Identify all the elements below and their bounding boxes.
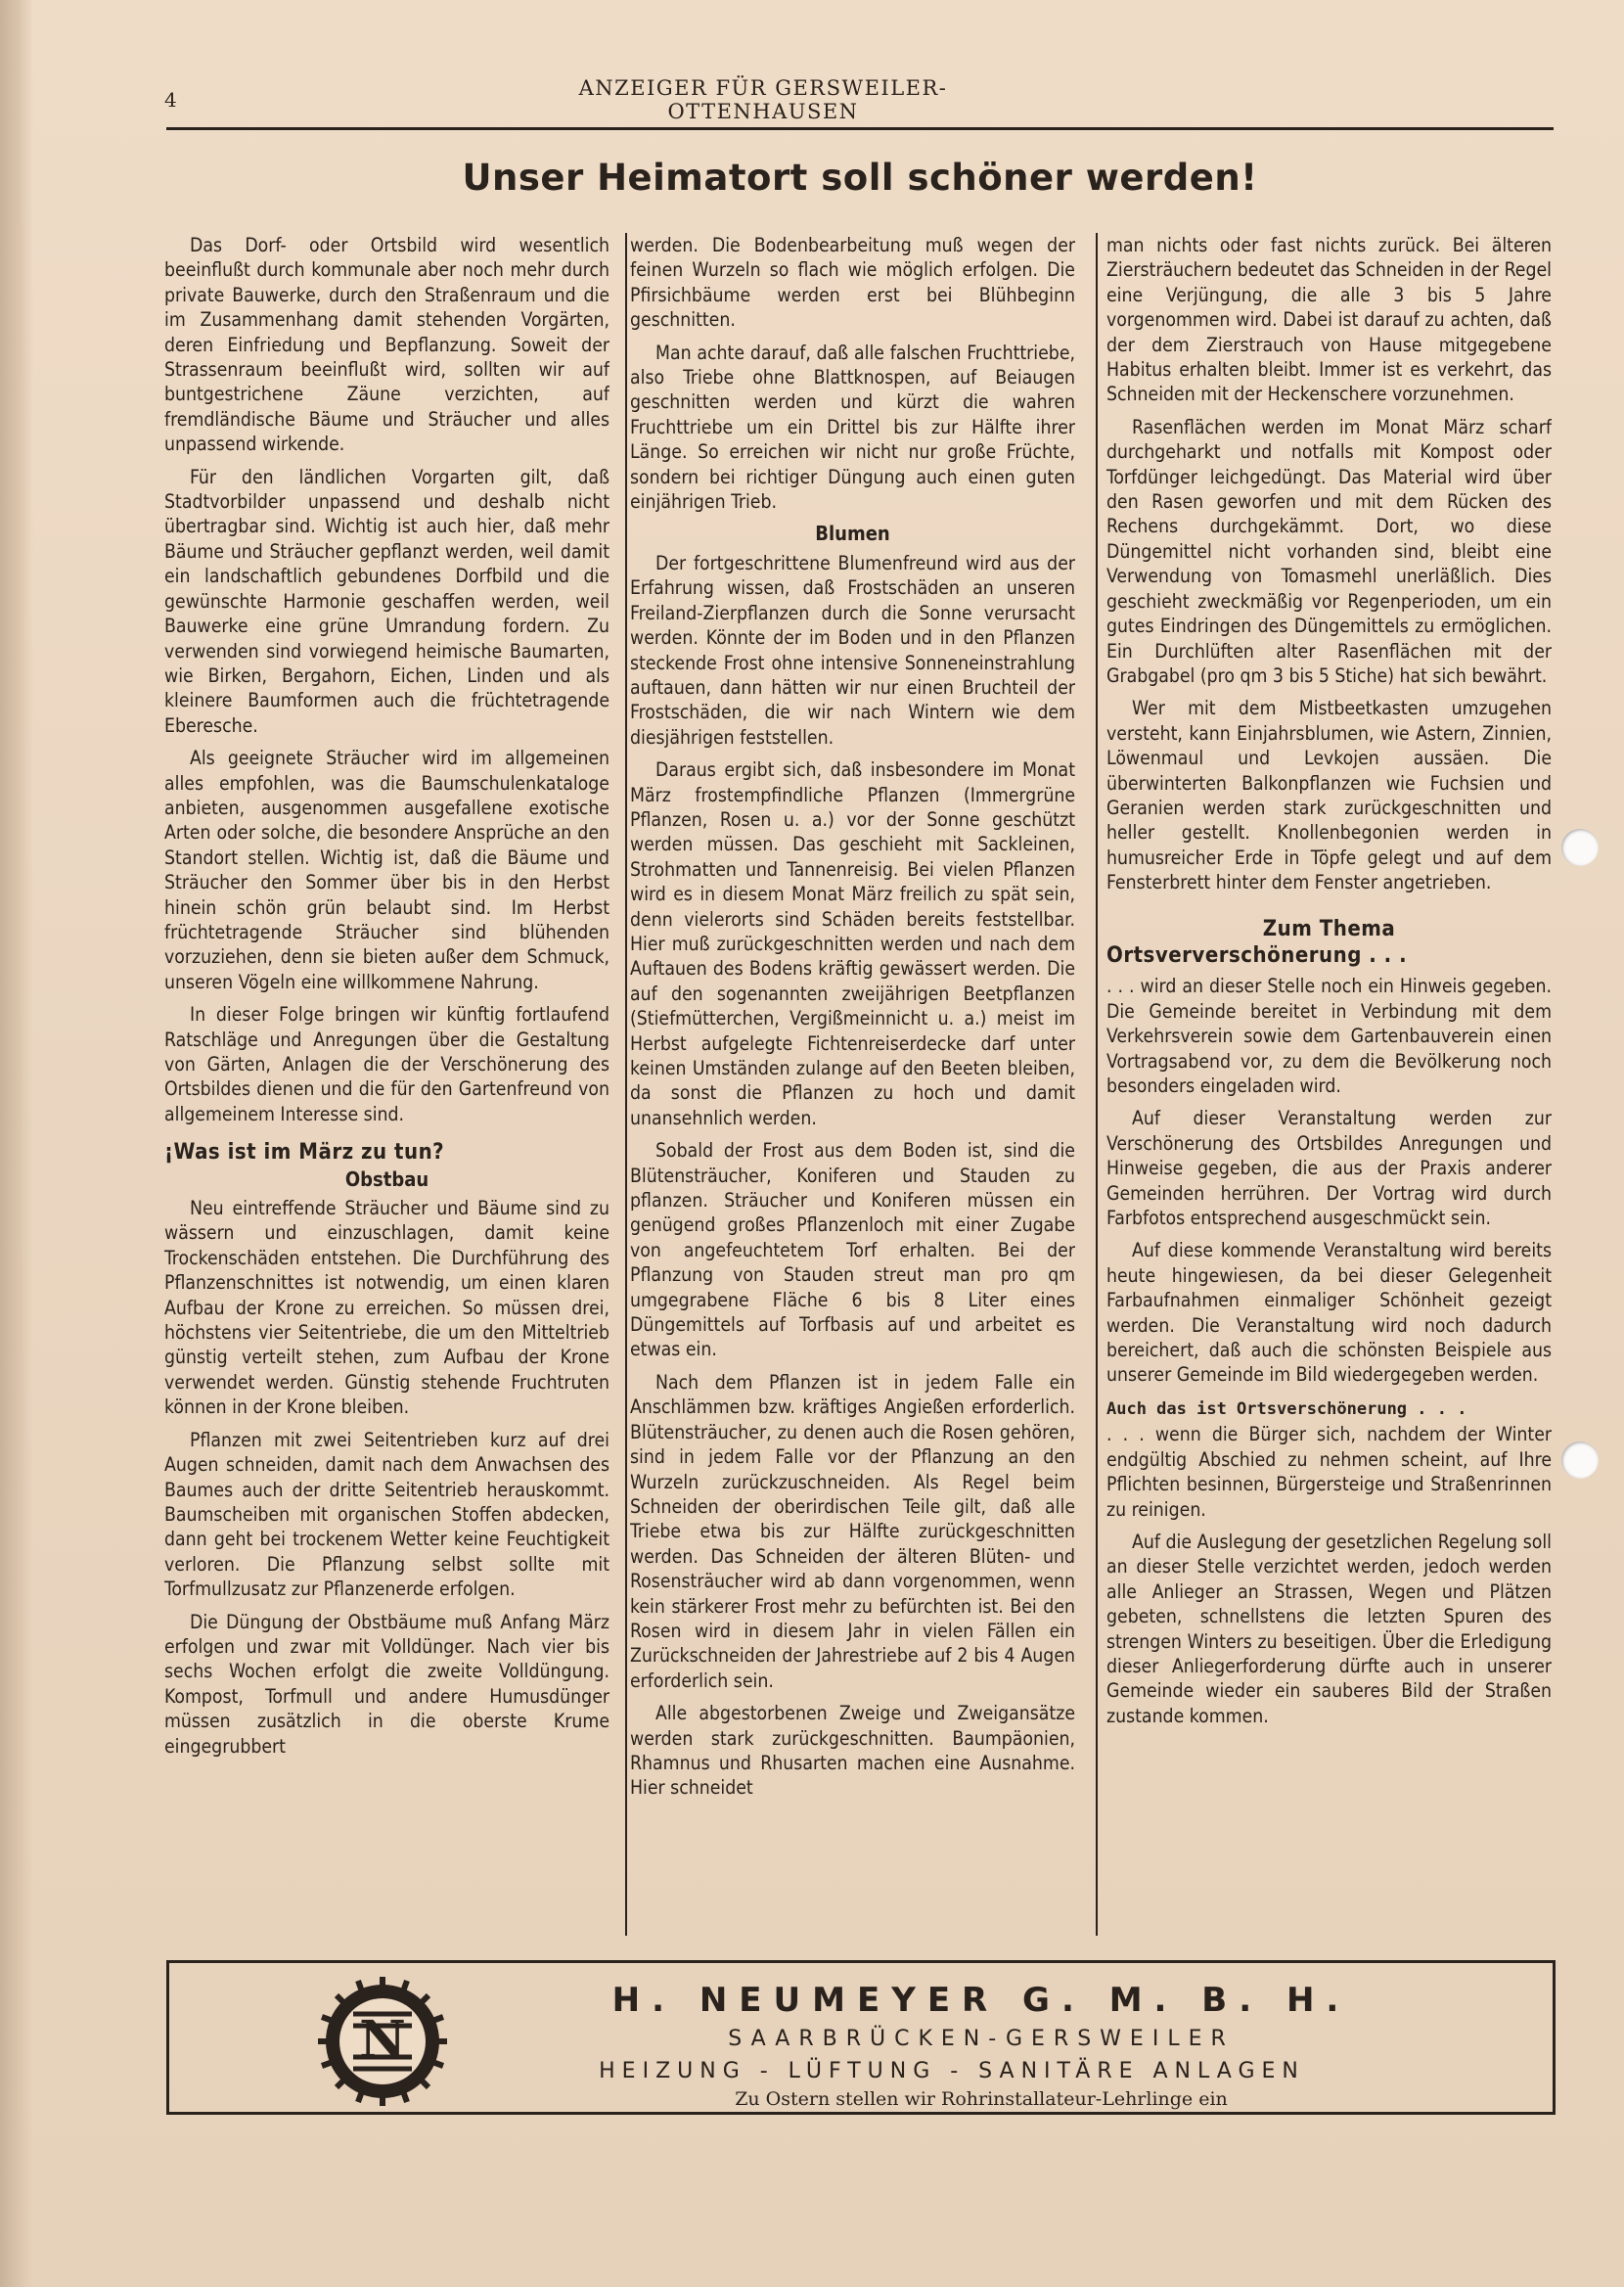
logo-letter: N: [359, 2010, 406, 2070]
paragraph: . . . wenn die Bürger sich, nachdem der Winter endgültig Abschied zu nehmen scheint, auf Ihre Pflichten besinnen, Bürgersteige und Straßenrinnen zu reinigen.: [1106, 1423, 1552, 1521]
box-heading-line-1: Zum Thema: [1262, 916, 1396, 941]
text-column-3: [1106, 233, 1552, 1936]
paragraph: Auf diese kommende Veranstaltung wird bereits heute hingewiesen, da bei dieser Gelegenheit Farbaufnahmen einmaliger Schönheit gezeigt werden. Die Veranstaltung wird noch dadurch bereichert, daß auch die schönsten Beispiele aus unserer Gemeinde im Bild wiedergegeben werden.: [1106, 1239, 1552, 1387]
section-subheading: ¡Was ist im März zu tun?: [164, 1140, 445, 1166]
text-column-2: [630, 233, 1075, 1936]
header-rule: [166, 127, 1554, 130]
lead-in-heading: Auch das ist Ortsverschönerung . . .: [1106, 1398, 1467, 1419]
paragraph: Für den ländlichen Vorgarten gilt, daß Stadtvorbilder unpassend und deshalb nicht übertragbar sind. Wichtig ist auch hier, daß mehr Bäume und Sträucher gepflanzt werden, weil damit ein landschaftlich gebundenes Dorfbild und die gewünschte Harmonie geschaffen werden, weil Bauwerke eine grüne Umrandung fordern. Zu verwenden sind vorwiegend heimische Baumarten, wie Birken, Bergahorn, Eichen, Linden und als kleinere Baumformen auch die früchtetragende Eberesche.: [164, 465, 609, 737]
column-divider: [625, 233, 627, 1936]
paragraph: Wer mit dem Mistbeetkasten umzugehen versteht, kann Einjahrsblumen, wie Astern, Zinnien, Löwenmaul und Levkojen aussäen. Die überwinterten Balkonpflanzen wie Fuchsien und Geranien werden stark zurückgeschnitten und heller gestellt. Knollenbegonien werden in humusreicher Erde in Töpfe gelegt und auf dem Fensterbrett hinter dem Fenster angetrieben.: [1106, 697, 1552, 894]
company-logo-icon: [316, 1975, 449, 2108]
section-heading-blumen: Blumen: [815, 522, 890, 546]
paragraph: Pflanzen mit zwei Seitentrieben kurz auf drei Augen schneiden, damit nach dem Anwachsen des Baumes auch der dritte Seitentrieb herauskommt. Baumscheiben mit organischen Stoffen abdecken, dann geht bei trockenem Wetter keine Feuchtigkeit verloren. Die Pflanzung selbst sollte mit Torfmullzusatz zur Pflanzenerde erfolgen.: [164, 1428, 609, 1601]
paragraph: Auf dieser Veranstaltung werden zur Verschönerung des Ortsbildes Anregungen und Hinweise gegeben, die aus der Praxis anderer Gemeinden herrühren. Der Vortrag wird durch Farbfotos entsprechend ausgeschmückt sein.: [1106, 1107, 1552, 1230]
advertiser-name: H. NEUMEYER G. M. B. H.: [611, 1981, 1351, 2020]
section-heading-obstbau: Obstbau: [344, 1166, 429, 1191]
paragraph: Alle abgestorbenen Zweige und Zweigansätze werden stark zurückgeschnitten. Baumpäonien, Rhamnus und Rhusarten machen eine Ausnahme. Hier schneidet: [630, 1702, 1075, 1800]
paragraph: werden. Die Bodenbearbeitung muß wegen der feinen Wurzeln so flach wie möglich erfolgen. Die Pfirsichbäume werden erst bei Blühbeginn geschnitten.: [630, 234, 1075, 332]
paragraph: . . . wird an dieser Stelle noch ein Hinweis gegeben. Die Gemeinde bereitet in Verbindung mit dem Verkehrsverein sowie dem Gartenbauverein einen Vortragsabend vor, zu dem die Bevölkerung noch besonders eingeladen wird.: [1106, 975, 1552, 1097]
paragraph: Nach dem Pflanzen ist in jedem Falle ein Anschlämmen bzw. kräftiges Angießen erforderlich. Blütensträucher, zu denen auch die Rosen gehören, sind in jedem Falle vor der Pflanzung an den Wurzeln zurückzuschneiden. Als Regel beim Schneiden der oberirdischen Teile gilt, daß alle Triebe etwa bis zur Hälfte zurückgeschnitten werden. Das Schneiden der älteren Blüten- und Rosensträucher wird ab dann vorgenommen, wenn kein stärkerer Frost mehr zu befürchten ist. Bei den Rosen wird in diesem Jahr in vielen Fällen ein Zurückschneiden der Jahrestriebe auf 2 bis 4 Augen erforderlich sein.: [630, 1370, 1075, 1692]
paragraph: Man achte darauf, daß alle falschen Fruchttriebe, also Triebe ohne Blattknospen, auf Beiaugen geschnitten werden und kürzt die wahren Fruchttriebe um ein Drittel bis zur Hälfte ihrer Länge. So erreichen wir nicht nur große Früchte, sondern bei richtiger Düngung auch einen guten einjährigen Trieb.: [630, 341, 1075, 514]
article-headline: Unser Heimatort soll schöner werden!: [462, 157, 1258, 199]
paragraph: Daraus ergibt sich, daß insbesondere im Monat März frostempfindliche Pflanzen (Immergrüne Pflanzen, Rosen u. a.) vor der Sonne geschützt werden müssen. Das geschieht mit Sackleinen, Strohmatten und Tannenreisig. Bei vielen Pflanzen wird es in diesem Monat März freilich zu spät sein, denn vielerorts sind Schäden bereits feststellbar. Hier muß zurückgeschnitten werden und nach dem Auftauen des Bodens kräftig gewässert werden. Die auf den sogenannten zweijährigen Beetpflanzen (Stiefmütterchen, Vergißmeinnicht u. a.) meist im Herbst aufgelegte Fichtenreiserdecke darf unter keinen Umständen zulange auf den Beeten bleiben, da sonst die Pflanzen zu hoch und damit unansehnlich werden.: [630, 758, 1075, 1129]
paragraph: Sobald der Frost aus dem Boden ist, sind die Blütensträucher, Koniferen und Stauden zu pflanzen. Sträucher und Koniferen müssen ein genügend großes Pflanzenloch mit einer Zugabe von angefeuchtetem Torf erhalten. Bei der Pflanzung von Stauden streut man pro qm umgegrabene Fläche 6 bis 8 Liter eines Düngemittels auf Torfbasis auf und arbeitet es etwas ein.: [630, 1139, 1075, 1361]
advertisement-box: [166, 1960, 1556, 2115]
running-title: ANZEIGER FÜR GERSWEILER-OTTENHAUSEN: [578, 76, 948, 123]
paragraph: Das Dorf- oder Ortsbild wird wesentlich beeinflußt durch kommunale aber noch mehr durch private Bauwerke, durch den Straßenraum und die im Zusammenhang damit stehenden Vorgärten, deren Einfriedung und Bepflanzung. Soweit der Strassenraum beeinflußt wird, sollten wir auf buntgestrichene Zäune verzichten, auf fremdländische Bäume und Sträucher und alles unpassend wirkende.: [164, 234, 609, 456]
paragraph: Als geeignete Sträucher wird im allgemeinen alles empfohlen, was die Baumschulenkataloge anbieten, ausgenommen ausgefallene exotische Arten oder solche, die besondere Ansprüche an den Standort stellen. Wichtig ist, daß die Bäume und Sträucher den Sommer über bis in den Herbst hinein schön grün belaubt sind. Im Herbst früchtetragende Sträucher sind blühenden vorzuziehen, denn sie bieten außer dem Schmuck, unseren Vögeln eine willkommene Nahrung.: [164, 747, 609, 993]
advertiser-services: HEIZUNG - LÜFTUNG - SANITÄRE ANLAGEN: [599, 2059, 1305, 2083]
text-column-1: [164, 233, 609, 1936]
paragraph: Rasenflächen werden im Monat März scharf durchgeharkt und notfalls mit Kompost oder Torfdünger leichgedüngt. Das Material wird über den Rasen geworfen und mit dem Rücken des Rechens durchgekämmt. Dort, wo diese Düngemittel nicht vorhanden sind, bleibt eine Verwendung von Tomasmehl unerläßlich. Dies geschieht zweckmäßig vor Regenperioden, um ein gutes Eindringen des Düngemittels zu ermöglichen. Ein Durchlüften alter Rasenflächen mit der Grabgabel (pro qm 3 bis 5 Stiche) hat sich bewährt.: [1106, 415, 1552, 687]
paragraph: Die Düngung der Obstbäume muß Anfang März erfolgen und zwar mit Volldünger. Nach vier bis sechs Wochen erfolgt die zweite Volldüngung. Kompost, Torfmull und andere Humusdünger müssen zusätzlich in die oberste Krume eingegrubbert: [164, 1610, 609, 1758]
punch-hole: [1561, 1441, 1599, 1479]
paragraph: man nichts oder fast nichts zurück. Bei älteren Ziersträuchern bedeutet das Schneiden in der Regel eine Verjüngung, die alle 3 bis 5 Jahre vorgenommen wird. Dabei ist darauf zu achten, daß der dem Zierstrauch von Hause mitgegebene Habitus erhalten bleibt. Immer ist es verkehrt, das Schneiden mit der Heckenschere vorzunehmen.: [1106, 234, 1552, 406]
advertiser-location: SAARBRÜCKEN-GERSWEILER: [728, 2027, 1235, 2051]
paragraph: Neu eintreffende Sträucher und Bäume sind zu wässern und einzuschlagen, damit keine Trockenschäden entstehen. Die Durchführung des Pflanzenschnittes ist notwendig, um einen klaren Aufbau der Krone zu erreichen. So müssen drei, höchstens vier Seitentriebe, die um den Mitteltrieb günstig verteilt stehen, zum Aufbau der Krone verwendet werden. Günstig stehende Fruchtruten können in der Krone bleiben.: [164, 1197, 609, 1419]
advertiser-note: Zu Ostern stellen wir Rohrinstallateur-Lehrlinge ein: [735, 2088, 1228, 2110]
punch-hole: [1561, 829, 1599, 866]
page-number: 4: [164, 88, 177, 112]
column-divider: [1096, 233, 1098, 1936]
paragraph: Auf die Auslegung der gesetzlichen Regelung soll an dieser Stelle verzichtet werden, jedoch werden alle Anlieger an Strassen, Wegen und Plätzen gebeten, schnellstens die letzten Spuren des strengen Winters zu beseitigen. Über die Erledigung dieser Anliegerforderung dürfte auch in unserer Gemeinde wieder ein sauberes Bild der Straßen zustande kommen.: [1106, 1530, 1552, 1727]
paper-fold-shadow: [0, 0, 33, 2287]
paragraph: Der fortgeschrittene Blumenfreund wird aus der Erfahrung wissen, daß Frostschäden an unseren Freiland-Zierpflanzen durch die Sonne verursacht werden. Könnte der im Boden und in den Pflanzen steckende Frost ohne intensive Sonneneinstrahlung auftauen, dann hätten wir nur einen Bruchteil der Frostschäden, die wir nach Wintern wie dem diesjährigen feststellen.: [630, 551, 1075, 749]
box-heading-line-2: Ortsververschönerung . . .: [1106, 942, 1408, 968]
paragraph: In dieser Folge bringen wir künftig fortlaufend Ratschläge und Anregungen über die Gestaltung von Gärten, Anlagen die der Verschönerung des Ortsbildes dienen und die für den Gartenfreund von allgemeinem Interesse sind.: [164, 1003, 609, 1125]
